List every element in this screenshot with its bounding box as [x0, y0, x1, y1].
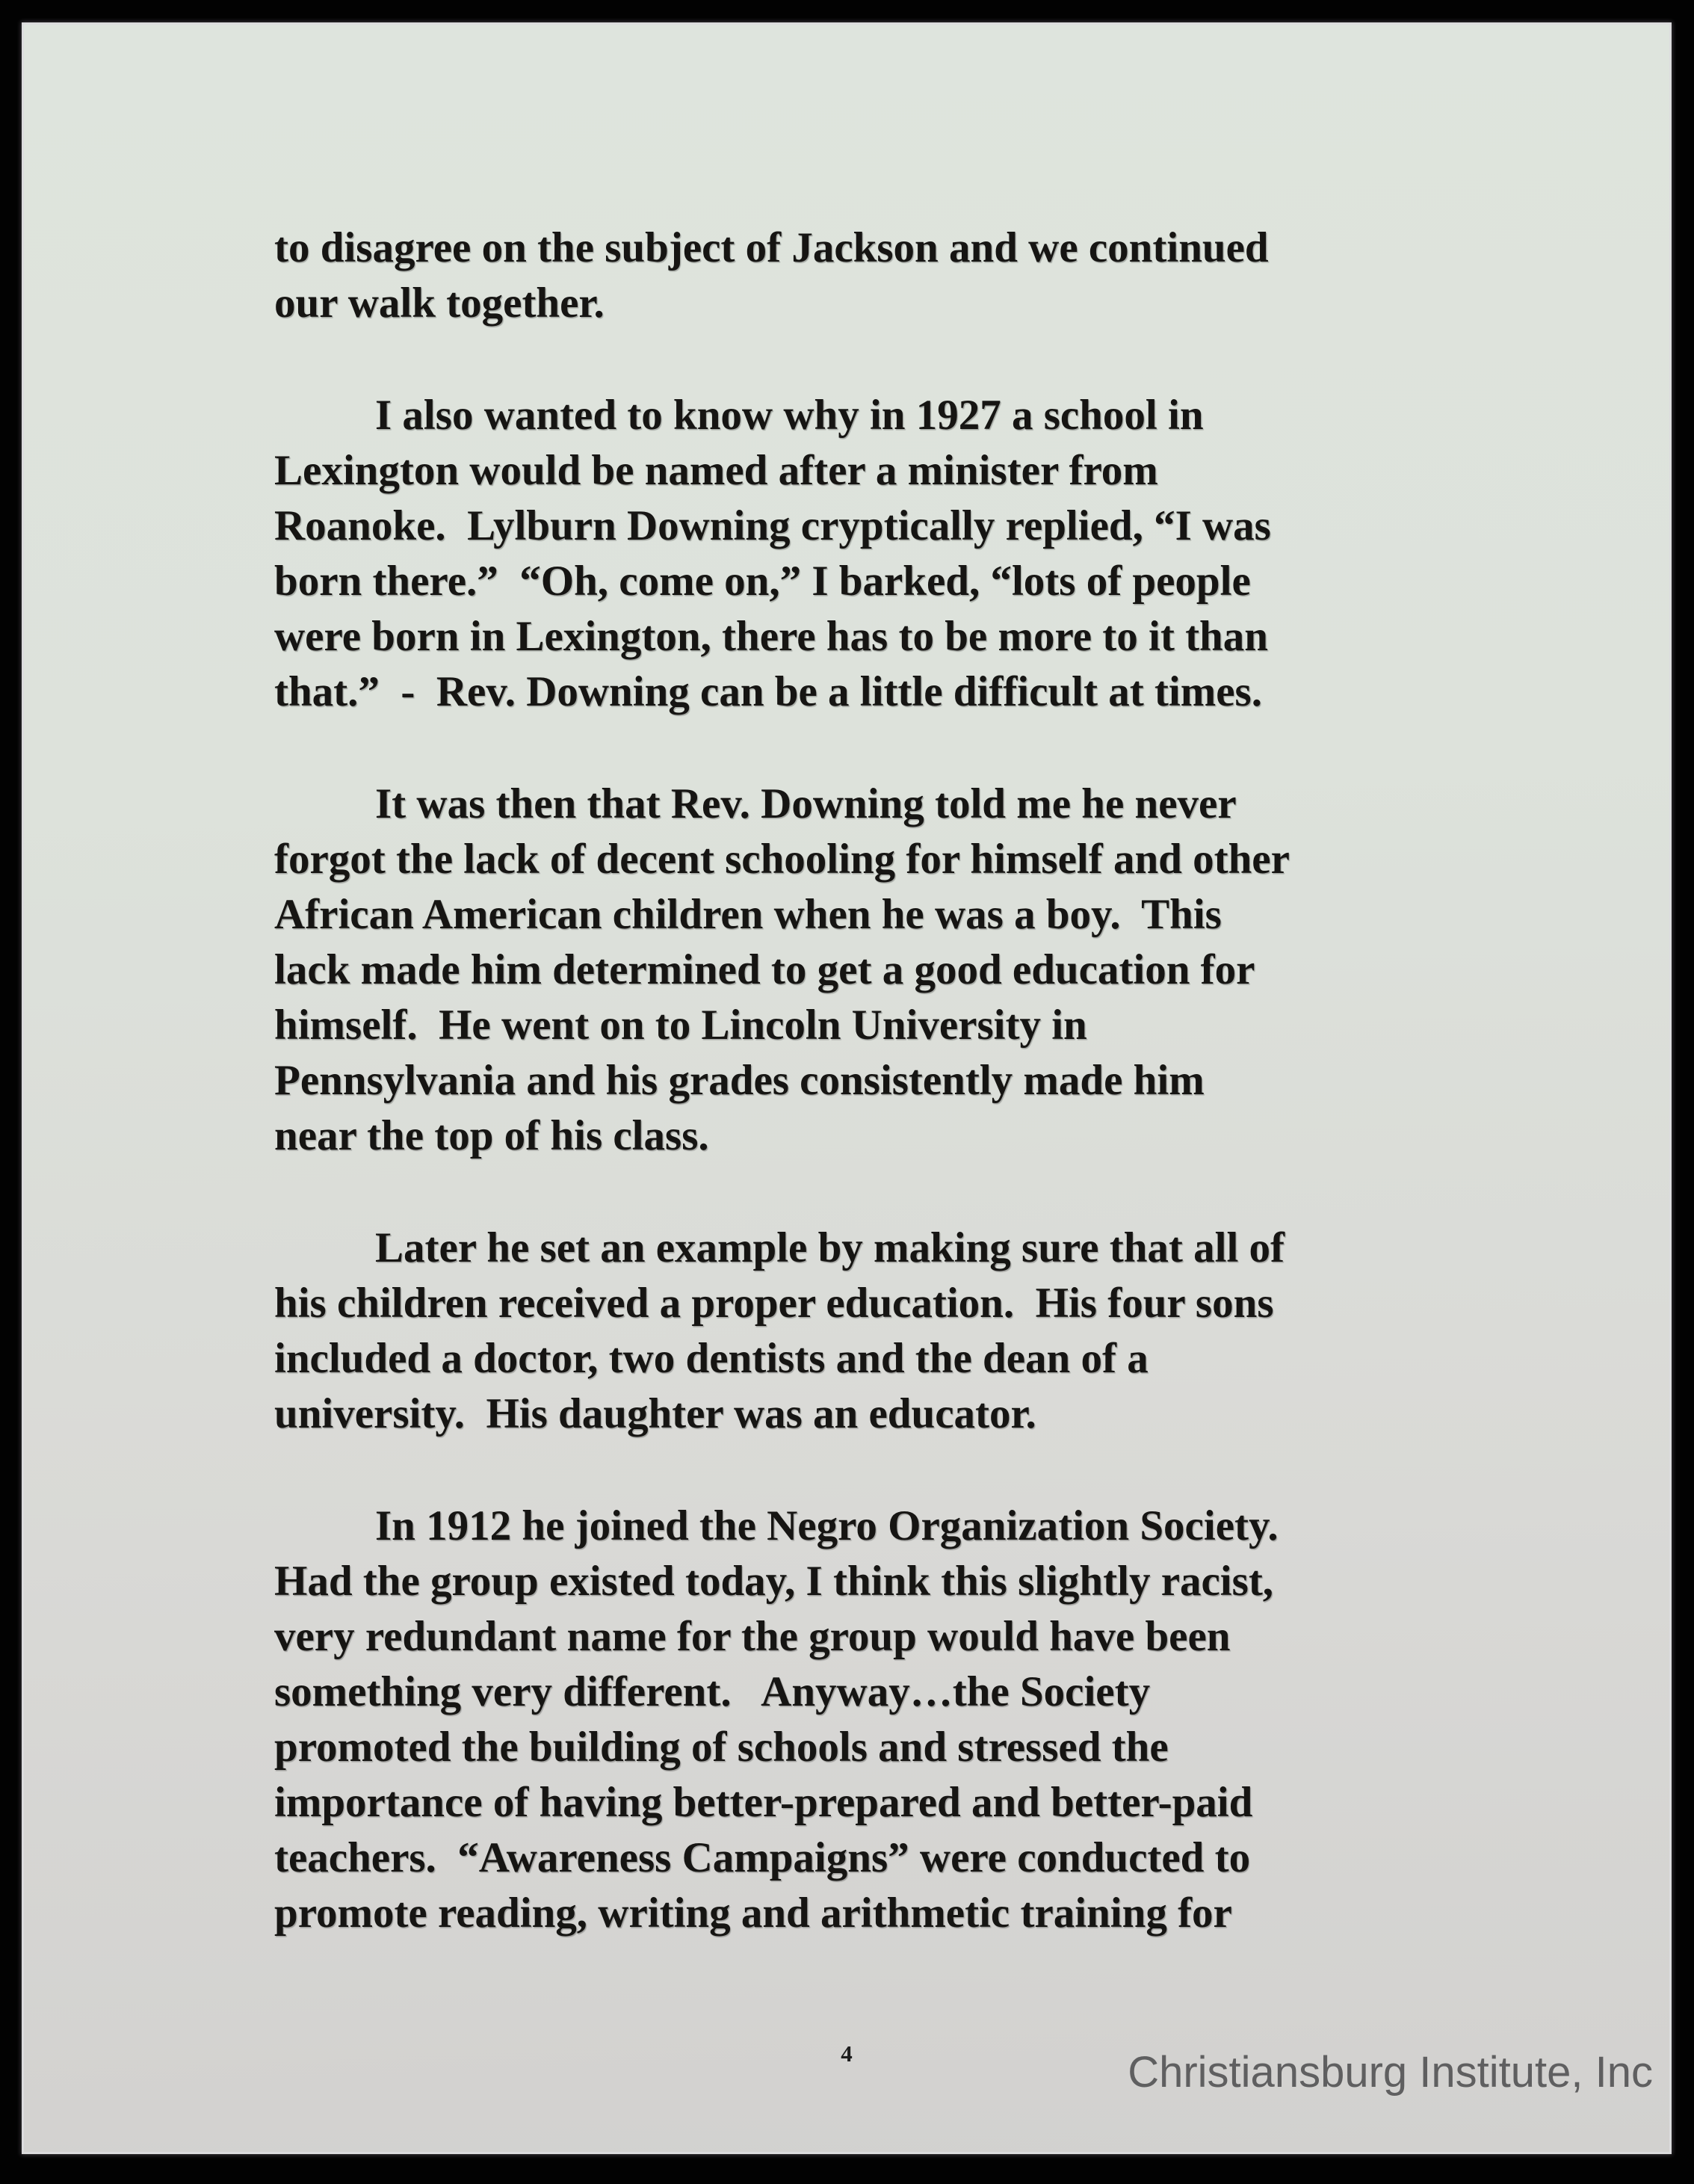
text-line: importance of having better-prepared and better-paid	[274, 1779, 1253, 1826]
text-line: It was then that Rev. Downing told me he never	[375, 780, 1237, 827]
document-paper	[24, 25, 1669, 2152]
text-line: promoted the building of schools and stressed the	[274, 1724, 1169, 1771]
text-line: near the top of his class.	[274, 1112, 709, 1159]
text-line: himself. He went on to Lincoln University in	[274, 1002, 1087, 1049]
text-line: Had the group existed today, I think this slightly racist,	[274, 1558, 1274, 1605]
paragraph	[274, 388, 1459, 720]
text-line: included a doctor, two dentists and the dean of a	[274, 1335, 1149, 1382]
page-number: 4	[841, 2040, 853, 2067]
text-line: born there.” “Oh, come on,” I barked, “lots of people	[274, 558, 1251, 605]
paragraph	[274, 1499, 1459, 1941]
text-line: were born in Lexington, there has to be more to it than	[274, 613, 1268, 660]
text-line: something very different. Anyway…the Society	[274, 1668, 1151, 1715]
paragraph	[274, 1221, 1459, 1442]
watermark-text: Christiansburg Institute, Inc	[1128, 2048, 1653, 2097]
text-line: In 1912 he joined the Negro Organization Society.	[375, 1502, 1279, 1549]
text-line: Lexington would be named after a minister from	[274, 447, 1158, 494]
text-line: Later he set an example by making sure that all of	[375, 1224, 1285, 1271]
text-line: I also wanted to know why in 1927 a school in	[375, 392, 1204, 439]
text-line: to disagree on the subject of Jackson and we continued	[274, 224, 1269, 271]
text-line: our walk together.	[274, 280, 605, 327]
text-line: promote reading, writing and arithmetic training for	[274, 1890, 1232, 1937]
text-line: African American children when he was a boy. This	[274, 891, 1222, 938]
paragraph	[274, 220, 1459, 331]
text-line: his children received a proper education. His four sons	[274, 1280, 1274, 1327]
text-line: Pennsylvania and his grades consistently made him	[274, 1057, 1205, 1104]
text-line: that.” - Rev. Downing can be a little difficult at times.	[274, 668, 1262, 715]
text-line: very redundant name for the group would have been	[274, 1613, 1231, 1660]
text-line: Roanoke. Lylburn Downing cryptically replied, “I was	[274, 502, 1271, 549]
text-line: university. His daughter was an educator.	[274, 1390, 1036, 1437]
paragraph	[274, 777, 1459, 1164]
text-line: lack made him determined to get a good education for	[274, 946, 1255, 993]
text-line: forgot the lack of decent schooling for himself and other	[274, 836, 1290, 883]
text-line: teachers. “Awareness Campaigns” were conducted to	[274, 1834, 1251, 1881]
document-body	[274, 220, 1459, 1941]
